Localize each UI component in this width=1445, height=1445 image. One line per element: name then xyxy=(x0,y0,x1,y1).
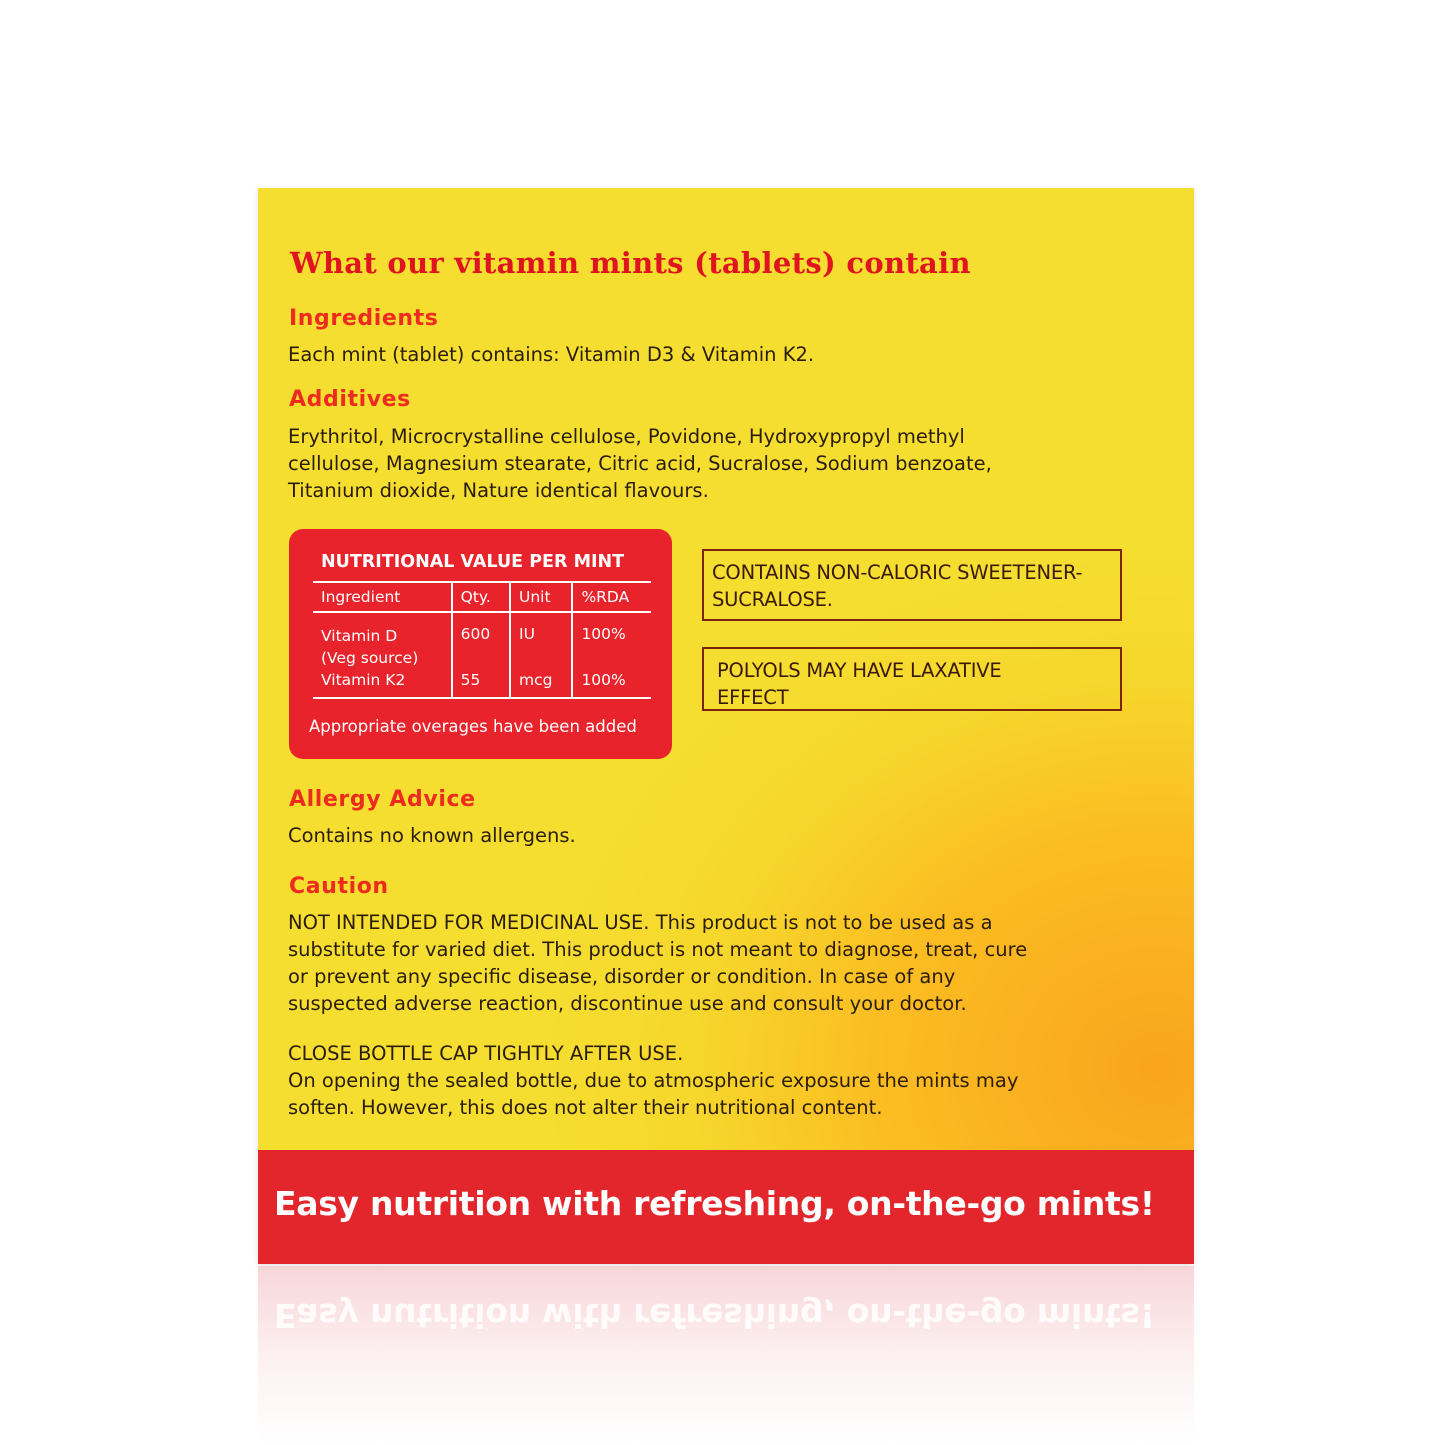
nutrition-table xyxy=(313,581,651,699)
ingredients-title: Ingredients xyxy=(289,306,439,331)
heading: What our vitamin mints (tablets) contain xyxy=(290,246,971,280)
header-ingredient: Ingredient xyxy=(313,582,452,612)
allergy-title: Allergy Advice xyxy=(289,787,476,812)
additives-text: Erythritol, Microcrystalline cellulose, Povidone, Hydroxypropyl methyl cellulose, Magnesium stearate, Citric acid, Sucralose, Sodium benzoate, Titanium dioxide, Nature identical flavours. xyxy=(288,425,992,502)
nutrition-header-row xyxy=(313,582,651,612)
reflection-tagline: Easy nutrition with refreshing, on-the-go mints! xyxy=(274,1296,1155,1335)
storage-text: CLOSE BOTTLE CAP TIGHTLY AFTER USE. On opening the sealed bottle, due to atmospheric exposure the mints may soften. However, this does not alter their nutritional content. xyxy=(288,1042,1019,1119)
sweetener-warning: CONTAINS NON-CALORIC SWEETENER- SUCRALOSE. xyxy=(702,549,1122,621)
nutrition-panel xyxy=(289,529,672,759)
cell-ingredient: Vitamin K2 xyxy=(313,669,452,698)
header-rda: %RDA xyxy=(572,582,651,612)
tagline: Easy nutrition with refreshing, on-the-go mints! xyxy=(274,1184,1155,1223)
product-box-back xyxy=(258,188,1194,1264)
polyols-warning: POLYOLS MAY HAVE LAXATIVE EFFECT xyxy=(702,647,1122,711)
caution-text: NOT INTENDED FOR MEDICINAL USE. This product is not to be used as a substitute for varied diet. This product is not meant to diagnose, treat, cure or prevent any specific disease, disorder or condition. In case of any suspected adverse reaction, discontinue use and consult your doctor. xyxy=(288,911,1028,1015)
nutrition-title: NUTRITIONAL VALUE PER MINT xyxy=(321,552,625,572)
nutrition-note: Appropriate overages have been added xyxy=(309,717,637,736)
box-reflection xyxy=(258,1266,1194,1445)
cell-ingredient: Vitamin D (Veg source) xyxy=(321,627,419,667)
additives-title: Additives xyxy=(289,387,411,412)
ingredients-text: Each mint (tablet) contains: Vitamin D3 & Vitamin K2. xyxy=(288,343,815,366)
header-unit: Unit xyxy=(510,582,572,612)
table-row xyxy=(313,669,651,698)
header-qty: Qty. xyxy=(452,582,510,612)
cell-rda: 100% xyxy=(572,612,651,669)
table-row xyxy=(313,612,651,669)
cell-unit: mcg xyxy=(510,669,572,698)
tagline-band xyxy=(258,1150,1194,1264)
caution-title: Caution xyxy=(289,874,389,899)
allergy-text: Contains no known allergens. xyxy=(288,824,576,847)
cell-qty: 600 xyxy=(452,612,510,669)
cell-qty: 55 xyxy=(452,669,510,698)
cell-unit: IU xyxy=(510,612,572,669)
cell-rda: 100% xyxy=(572,669,651,698)
